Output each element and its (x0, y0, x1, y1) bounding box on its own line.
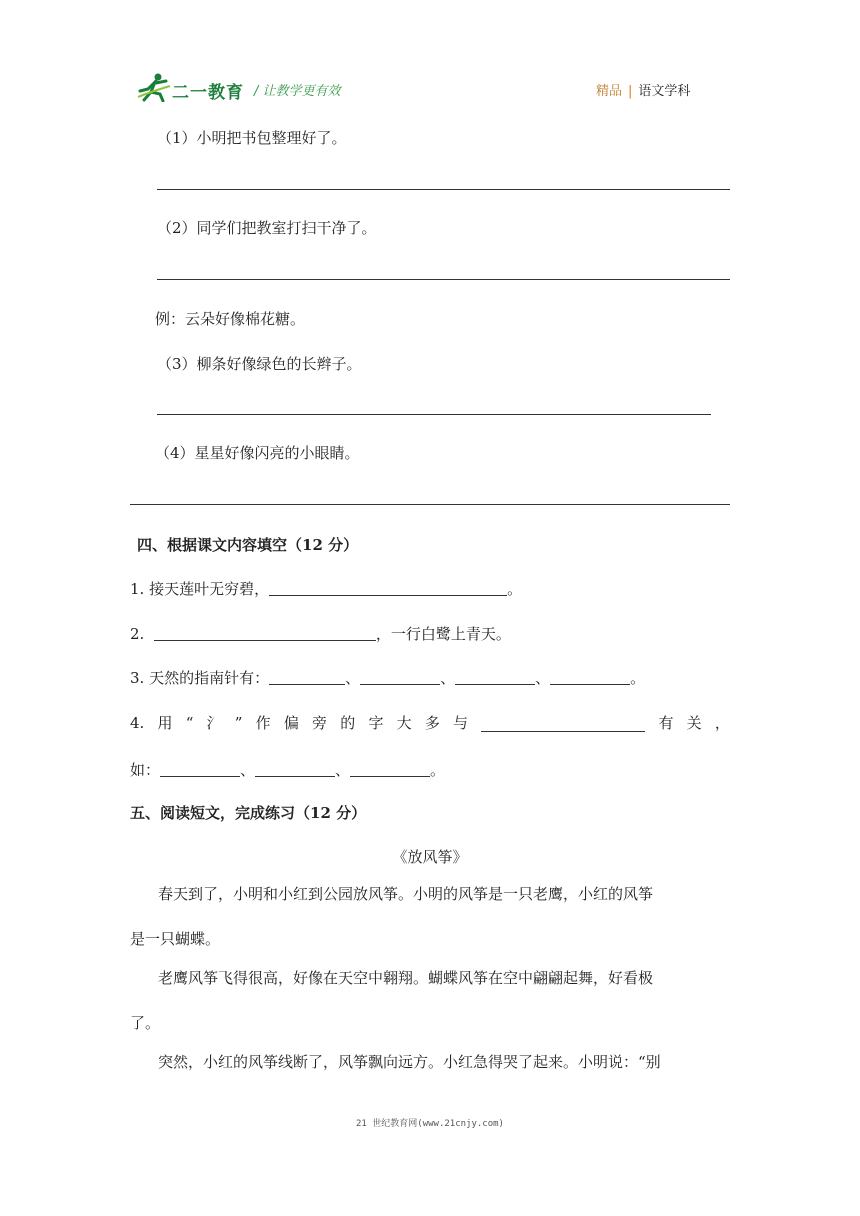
fill-item-2-end: ，一行白鹭上青天。 (375, 625, 511, 643)
fill-item-4-char: 氵 (206, 714, 222, 732)
section-5-title: 五、阅读短文，完成练习（12 分） (130, 804, 367, 822)
comma: 、 (345, 669, 361, 687)
quality-tag: 精品 (596, 84, 623, 99)
fill-item-4-char: 作 (255, 714, 271, 732)
fill-blank-4c[interactable] (350, 760, 430, 777)
running-figure-icon (136, 72, 172, 102)
answer-line-3-4[interactable] (130, 504, 730, 505)
fill-item-4-char: ” (234, 714, 243, 732)
fill-item-4-examples (130, 760, 445, 780)
comma: 、 (535, 669, 551, 687)
page-footer: 21 世纪教育网(www.21cnjy.com) (356, 1119, 504, 1129)
passage-title: 《放风筝》 (392, 848, 468, 866)
brand-logo (136, 72, 366, 104)
fill-blank-4a[interactable] (160, 760, 240, 777)
fill-item-4-char: 字 (368, 714, 384, 732)
fill-item-4-examples-label: 如： (130, 761, 161, 779)
fill-item-1-end: 。 (507, 580, 523, 598)
fill-blank-1[interactable] (269, 579, 507, 596)
fill-item-4-char: 关 (686, 714, 702, 732)
fill-item-4-char: 与 (453, 714, 469, 732)
slogan: / 让教学更有效 (254, 84, 341, 99)
subject-tag: 语文学科 (638, 84, 691, 99)
section-4-title: 四、根据课文内容填空（12 分） (137, 536, 359, 554)
fill-blank-3a[interactable] (269, 668, 345, 685)
fill-blank-4[interactable] (481, 715, 645, 732)
fill-item-4-char: 的 (340, 714, 356, 732)
fill-item-4-char: 用 (157, 714, 173, 732)
fill-item-4-char: 多 (424, 714, 440, 732)
logo-text: 二一教育 (172, 83, 244, 103)
question-3-4: （4）星星好像闪亮的小眼睛。 (155, 444, 360, 462)
passage-p3-line1: 突然，小红的风筝线断了，风筝飘向远方。小红急得哭了起来。小明说：“别 (158, 1053, 661, 1071)
fill-item-2-number: 2. (130, 625, 145, 643)
header-tags (596, 80, 690, 99)
fill-blank-3c[interactable] (455, 668, 535, 685)
passage-p1-line1: 春天到了，小明和小红到公园放风筝。小明的风筝是一只老鹰，小红的风筝 (158, 885, 654, 903)
tag-separator: | (628, 84, 633, 99)
answer-line-3-2[interactable] (157, 279, 730, 280)
fill-item-3-prompt: 3. 天然的指南针有： (130, 669, 270, 687)
question-3-2: （2）同学们把教室打扫干净了。 (157, 219, 377, 237)
fill-item-4-char: ， (714, 714, 730, 732)
passage-p1-line2: 是一只蝴蝶。 (130, 930, 221, 948)
comma: 、 (440, 669, 456, 687)
fill-blank-3b[interactable] (360, 668, 440, 685)
fill-blank-4b[interactable] (255, 760, 335, 777)
fill-item-4-char: 大 (396, 714, 412, 732)
fill-item-4-char: 有 (658, 714, 674, 732)
fill-item-3 (130, 668, 645, 688)
fill-item-4-char: 旁 (312, 714, 328, 732)
fill-item-1 (130, 579, 522, 599)
fill-item-4-char: “ (185, 714, 194, 732)
fill-item-1-prompt: 1. 接天莲叶无穷碧， (130, 580, 270, 598)
example-sentence: 例：云朵好像棉花糖。 (155, 310, 306, 328)
question-3-3: （3）柳条好像绿色的长辫子。 (157, 355, 362, 373)
fill-blank-3d[interactable] (550, 668, 630, 685)
answer-line-3-3[interactable] (157, 414, 711, 415)
fill-item-4-number: 4. (130, 714, 145, 732)
fill-blank-2[interactable] (154, 624, 376, 641)
fill-item-3-end: 。 (630, 669, 646, 687)
fill-item-4-examples-end: 。 (430, 761, 446, 779)
comma: 、 (240, 761, 256, 779)
passage-p2-line2: 了。 (130, 1014, 161, 1032)
fill-item-2 (130, 624, 511, 644)
fill-item-4-char: 偏 (283, 714, 299, 732)
comma: 、 (335, 761, 351, 779)
question-3-1: （1）小明把书包整理好了。 (157, 129, 347, 147)
passage-p2-line1: 老鹰风筝飞得很高，好像在天空中翱翔。蝴蝶风筝在空中翩翩起舞，好看极 (158, 969, 654, 987)
answer-line-3-1[interactable] (157, 189, 730, 190)
fill-item-4 (130, 713, 730, 733)
